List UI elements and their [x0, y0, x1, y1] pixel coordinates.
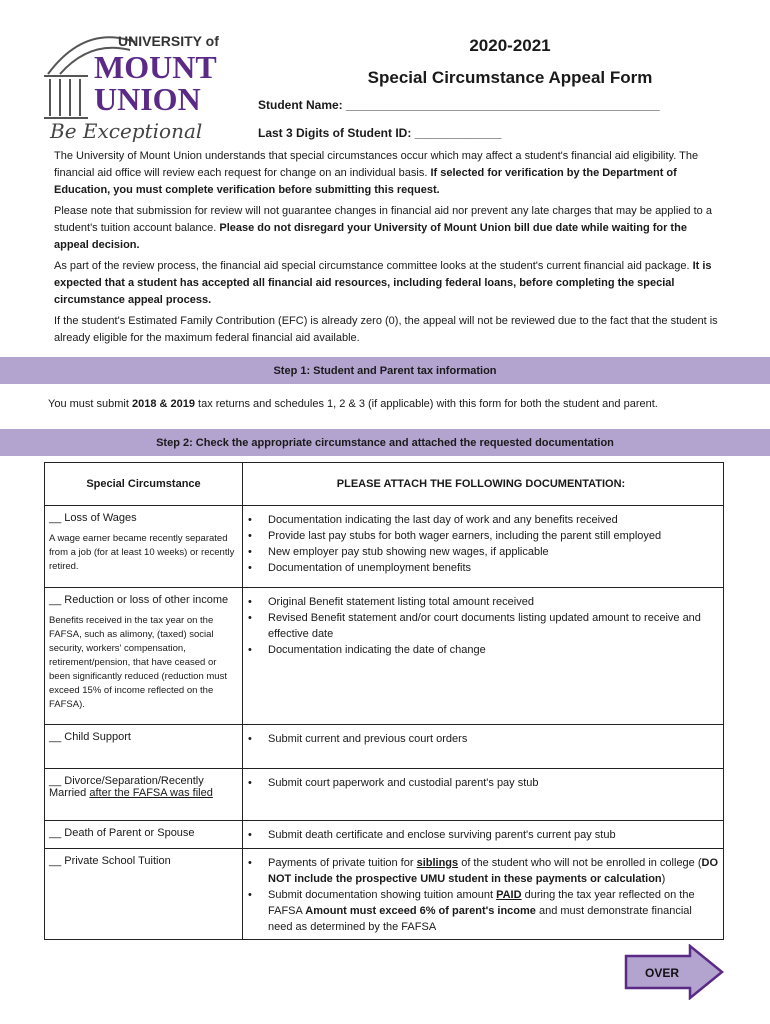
table-row: [45, 849, 723, 939]
list-item: • Payments of private tuition for siblings of the student who will not be enrolled in college (DO NOT include the prospective UMU student in these payments or calculation): [268, 855, 719, 887]
logo-union: UNION: [94, 81, 201, 117]
documentation-list: [243, 855, 719, 935]
form-title: Special Circumstance Appeal Form: [367, 68, 653, 87]
list-item: • Documentation indicating the date of change: [268, 642, 719, 658]
circumstance-loss-of-wages[interactable]: __ Loss of Wages: [49, 512, 137, 524]
list-item: • Provide last pay stubs for both wager earners, including the parent still employed: [268, 528, 719, 544]
intro-text: [54, 148, 724, 351]
circumstance-divorce[interactable]: __ Divorce/Separation/Recently Married after the FAFSA was filed: [49, 775, 213, 799]
list-item: • Original Benefit statement listing total amount received: [268, 594, 719, 610]
table-row: [45, 821, 723, 849]
student-id-field[interactable]: Last 3 Digits of Student ID: _____________: [258, 126, 502, 140]
logo-tagline: Be Exceptional: [50, 119, 203, 143]
logo-mount: MOUNT: [94, 49, 217, 85]
step1-heading: Step 1: Student and Parent tax information: [0, 357, 770, 384]
table-row: [45, 588, 723, 725]
step2-heading: Step 2: Check the appropriate circumstance and attached the requested documentation: [0, 429, 770, 456]
circumstance-child-support[interactable]: __ Child Support: [49, 731, 131, 743]
logo-university-of: UNIVERSITY of: [118, 33, 219, 49]
list-item: • Submit current and previous court orders: [268, 731, 719, 747]
list-item: • Submit death certificate and enclose surviving parent's current pay stub: [268, 827, 719, 843]
table-header-row: [45, 463, 723, 506]
table-row: [45, 725, 723, 769]
intro-paragraph-4: If the student's Estimated Family Contribution (EFC) is already zero (0), the appeal will not be reviewed due to the fact that the student is already eligible for the maximum federal financial aid available.: [54, 315, 718, 344]
circumstance-death-of-parent[interactable]: __ Death of Parent or Spouse: [49, 827, 195, 839]
documentation-list: [243, 731, 719, 747]
list-item: • Submit court paperwork and custodial parent's pay stub: [268, 775, 719, 791]
title-block: [250, 36, 770, 88]
list-item: • Documentation of unemployment benefits: [268, 560, 719, 576]
circumstance-description: A wage earner became recently separated from a job (for at least 10 weeks) or recently retired.: [49, 533, 235, 572]
over-label: OVER: [644, 966, 680, 980]
col-header-documentation: PLEASE ATTACH THE FOLLOWING DOCUMENTATION:: [336, 478, 626, 490]
circumstance-private-school-tuition[interactable]: __ Private School Tuition: [49, 855, 171, 867]
table-row: [45, 769, 723, 821]
form-year: 2020-2021: [469, 36, 551, 55]
documentation-list: [243, 775, 719, 791]
intro-paragraph-2: Please note that submission for review will not guarantee changes in financial aid nor prevent any late charges that may be applied to a student's tuition account balance. Please do not disregard your University of Mount Union bill due date while waiting for the appeal decision.: [54, 205, 712, 251]
documentation-list: [243, 512, 719, 576]
circumstance-reduction-of-income[interactable]: __ Reduction or loss of other income: [49, 594, 229, 606]
intro-paragraph-1: The University of Mount Union understands that special circumstances occur which may affect a student's financial aid eligibility. The financial aid office will review each request for change on an individual basis. If selected for verification by the Department of Education, you must complete verification before submitting this request.: [54, 150, 699, 196]
list-item: • Documentation indicating the last day of work and any benefits received: [268, 512, 719, 528]
university-logo: [40, 24, 240, 144]
circumstance-table: [44, 462, 724, 940]
col-header-circumstance: Special Circumstance: [86, 478, 201, 490]
intro-paragraph-3: As part of the review process, the financial aid special circumstance committee looks at the student's current financial aid package. It is expected that a student has accepted all financial aid resources, including federal loans, before completing the special circumstance appeal process.: [54, 260, 712, 306]
list-item: • Submit documentation showing tuition amount PAID during the tax year reflected on the FAFSA Amount must exceed 6% of parent's income and must demonstrate financial need as determined by the FAFSA: [268, 887, 719, 935]
step1-text: You must submit 2018 & 2019 tax returns and schedules 1, 2 & 3 (if applicable) with this form for both the student and parent.: [48, 398, 658, 410]
documentation-list: [243, 594, 719, 658]
table-row: [45, 506, 723, 588]
over-arrow-icon[interactable]: [624, 944, 724, 1000]
circumstance-description: Benefits received in the tax year on the FAFSA, such as alimony, (taxed) social security, workers' compensation, retirement/pension, that have ceased or been significantly reduced (reduction must exceed 15% of income reflected on the FAFSA).: [49, 615, 227, 710]
list-item: • Revised Benefit statement and/or court documents listing updated amount to receive and effective date: [268, 610, 719, 642]
list-item: • New employer pay stub showing new wages, if applicable: [268, 544, 719, 560]
documentation-list: [243, 827, 719, 843]
student-name-field[interactable]: Student Name: _______________________________________________: [258, 98, 660, 112]
